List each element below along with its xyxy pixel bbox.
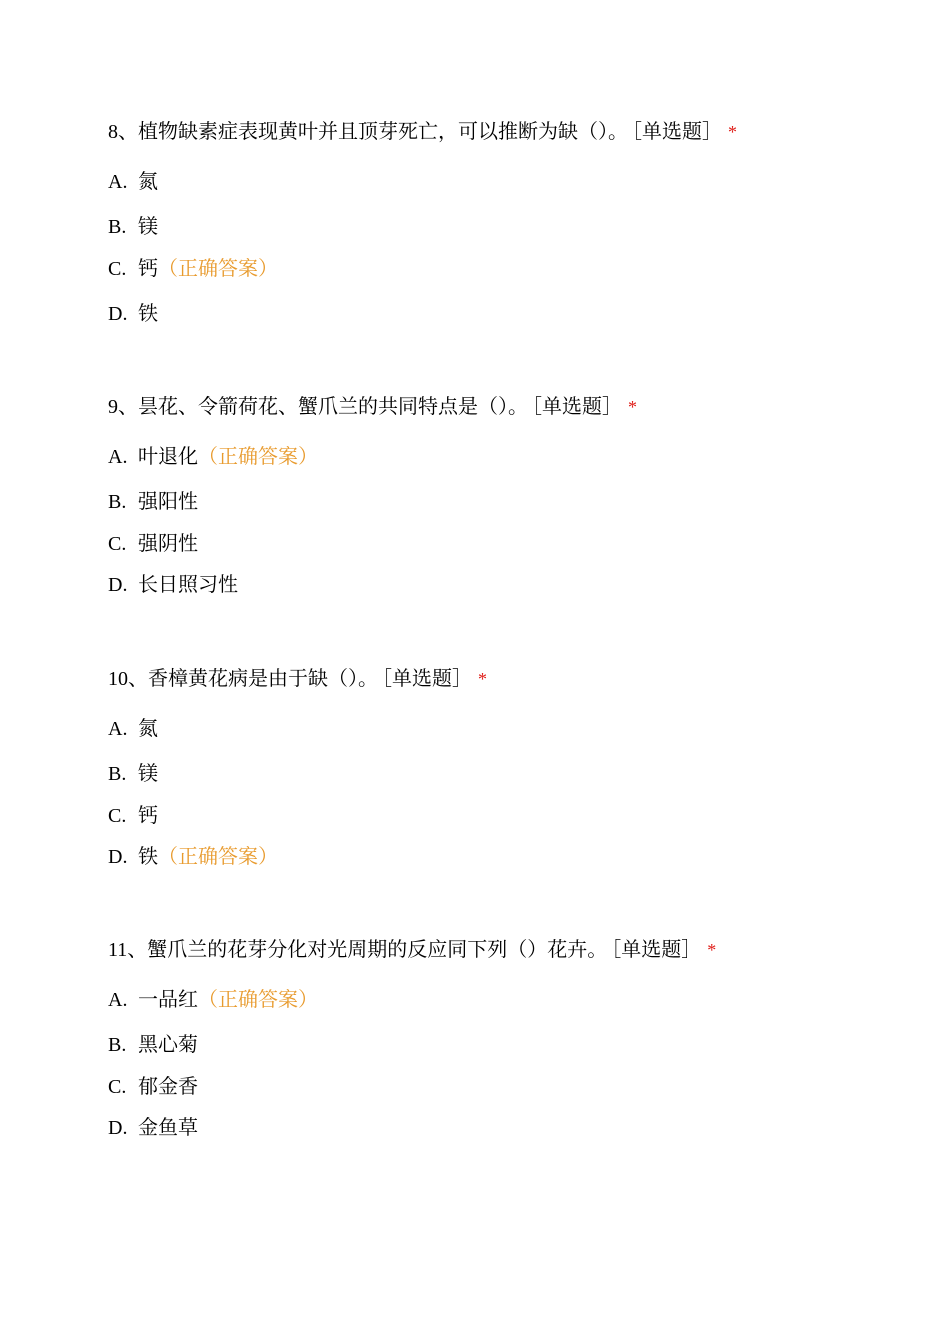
question-title	[108, 118, 908, 146]
option-d[interactable]	[108, 1114, 198, 1142]
option-key: C.	[108, 1076, 127, 1098]
option-text: 钙	[138, 805, 158, 827]
option-text: 强阴性	[138, 533, 198, 555]
question-type-badge: ［单选题］	[611, 939, 702, 961]
option-text: 镁	[138, 216, 158, 238]
question-11	[108, 936, 908, 1139]
question-type-badge: ［单选题］	[382, 668, 472, 690]
option-key: D.	[108, 1117, 128, 1139]
option-text: 一品红	[138, 989, 198, 1011]
option-text: 镁	[138, 763, 158, 785]
required-marker: *	[707, 940, 717, 960]
correct-answer-tag: （正确答案）	[158, 846, 278, 868]
option-b[interactable]	[108, 488, 198, 516]
option-key: A.	[108, 718, 128, 740]
question-10	[108, 665, 908, 868]
option-key: B.	[108, 763, 127, 785]
option-text: 氮	[138, 171, 158, 193]
option-text: 钙	[138, 258, 158, 280]
option-key: A.	[108, 446, 128, 468]
option-text: 铁	[138, 846, 158, 868]
option-a[interactable]	[108, 443, 318, 471]
question-type-badge: ［单选题］	[532, 396, 622, 418]
option-b[interactable]	[108, 1031, 198, 1059]
option-key: D.	[108, 303, 128, 325]
option-c[interactable]	[108, 802, 158, 830]
option-text: 氮	[138, 718, 158, 740]
question-title	[108, 936, 908, 964]
option-a[interactable]	[108, 986, 318, 1014]
question-text: 植物缺素症表现黄叶并且顶芽死亡，可以推断为缺（）。	[138, 121, 628, 143]
option-d[interactable]	[108, 571, 238, 599]
option-key: B.	[108, 491, 127, 513]
correct-answer-tag: （正确答案）	[198, 446, 318, 468]
question-text: 蟹爪兰的花芽分化对光周期的反应同下列（）花卉。	[147, 939, 608, 961]
question-title	[108, 665, 908, 693]
question-text: 香樟黄花病是由于缺（）。	[148, 668, 378, 690]
option-a[interactable]	[108, 168, 158, 196]
required-marker: *	[728, 122, 737, 142]
option-text: 叶退化	[138, 446, 198, 468]
option-key: D.	[108, 846, 128, 868]
required-marker: *	[628, 397, 637, 417]
option-key: D.	[108, 574, 128, 596]
option-key: C.	[108, 805, 127, 827]
question-number: 10、	[108, 668, 148, 690]
option-text: 铁	[138, 303, 158, 325]
option-b[interactable]	[108, 760, 158, 788]
option-c[interactable]	[108, 530, 198, 558]
option-d[interactable]	[108, 843, 278, 871]
question-8	[108, 118, 908, 325]
correct-answer-tag: （正确答案）	[158, 258, 278, 280]
option-text: 强阳性	[138, 491, 198, 513]
option-c[interactable]	[108, 255, 278, 283]
question-number: 9、	[108, 396, 138, 418]
option-key: C.	[108, 533, 127, 555]
question-9	[108, 393, 908, 596]
option-key: B.	[108, 216, 127, 238]
option-text: 长日照习性	[138, 574, 238, 596]
question-type-badge: ［单选题］	[632, 121, 722, 143]
question-number: 11、	[108, 939, 148, 961]
question-number: 8、	[108, 121, 138, 143]
required-marker: *	[478, 669, 487, 689]
question-title	[108, 393, 908, 421]
correct-answer-tag: （正确答案）	[198, 989, 318, 1011]
option-c[interactable]	[108, 1073, 198, 1101]
option-d[interactable]	[108, 300, 158, 328]
option-text: 黑心菊	[138, 1034, 198, 1056]
question-text: 昙花、令箭荷花、蟹爪兰的共同特点是（）。	[138, 396, 528, 418]
option-text: 郁金香	[138, 1076, 198, 1098]
option-key: A.	[108, 171, 128, 193]
option-key: C.	[108, 258, 127, 280]
option-text: 金鱼草	[138, 1117, 198, 1139]
option-key: B.	[108, 1034, 127, 1056]
option-a[interactable]	[108, 715, 158, 743]
option-key: A.	[108, 989, 128, 1011]
option-b[interactable]	[108, 213, 158, 241]
